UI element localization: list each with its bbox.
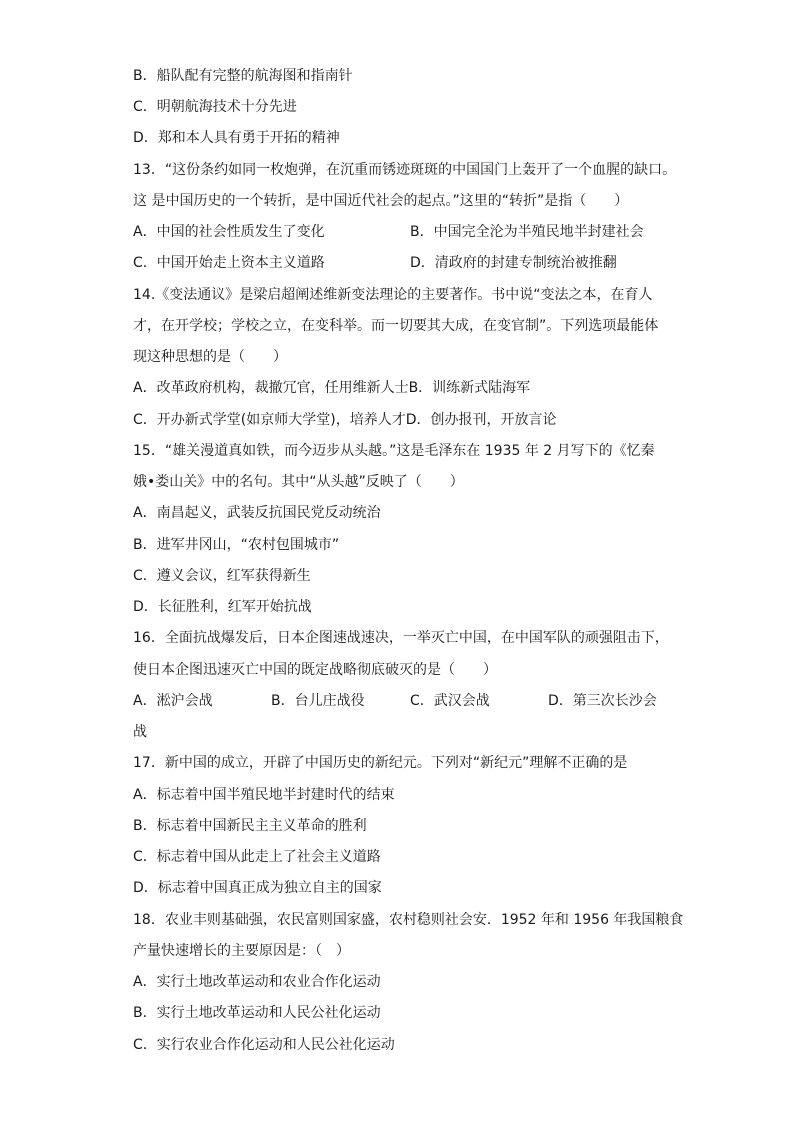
q13-stem-line2: 这 是中国历史的一个转折，是中国近代社会的起点。”这里的“转折”是指（ ） (133, 193, 629, 209)
q15-option-a: A．南昌起义，武装反抗国民党反动统治 (133, 505, 381, 521)
q16-option-d: D．第三次长沙会 (548, 693, 657, 709)
q13-option-a: A．中国的社会性质发生了变化 (133, 224, 325, 240)
q16-stem-line2: 使日本企图迅速灭亡中国的既定战略彻底破灭的是（ ） (133, 662, 497, 678)
q16-option-b: B．台儿庄战役 (271, 693, 365, 709)
q16-option-c: C．武汉会战 (410, 693, 490, 709)
q14-stem-line3: 现这种思想的是（ ） (133, 349, 287, 365)
q18-stem-line1: 18．农业丰则基础强，农民富则国家盛，农村稳则社会安．1952 年和 1956 年我国粮食 (133, 912, 684, 928)
q14-stem-line1: 14.《变法通议》是梁启超阐述维新变法理论的主要著作。书中说“变法之本，在育人 (133, 287, 653, 303)
q18-option-b: B．实行土地改革运动和人民公社化运动 (133, 1005, 381, 1021)
q18-option-a: A．实行土地改革运动和农业合作化运动 (133, 974, 381, 990)
q12-option-d: D．郑和本人具有勇于开拓的精神 (133, 130, 340, 146)
q12-option-c: C．明朝航海技术十分先进 (133, 99, 297, 115)
q15-option-b: B．进军井冈山，“农村包围城市” (133, 537, 340, 553)
q15-stem-line1: 15．“雄关漫道真如铁，而今迈步从头越。”这是毛泽东在 1935 年 2 月写下的《忆秦 (133, 443, 655, 459)
q15-option-c: C．遵义会议，红军获得新生 (133, 568, 311, 584)
q16-option-d-wrap: 战 (133, 724, 147, 740)
q17-option-d: D．标志着中国真正成为独立自主的国家 (133, 880, 382, 896)
q12-option-b: B．船队配有完整的航海图和指南针 (133, 68, 353, 84)
q17-option-b: B．标志着中国新民主主义革命的胜利 (133, 818, 367, 834)
q13-stem-line1: 13．“这份条约如同一枚炮弹，在沉重而锈迹斑斑的中国国门上轰开了一个血腥的缺口。 (133, 162, 677, 178)
q17-option-c: C．标志着中国从此走上了社会主义道路 (133, 849, 381, 865)
q17-stem: 17．新中国的成立，开辟了中国历史的新纪元。下列对“新纪元”理解不正确的是 (133, 755, 628, 771)
q18-option-c: C．实行农业合作化运动和人民公社化运动 (133, 1037, 395, 1053)
q18-stem-line2: 产量快速增长的主要原因是：（ ） (133, 943, 350, 959)
q13-option-d: D．清政府的封建专制统治被推翻 (410, 255, 617, 271)
q14-stem-line2: 才，在开学校；学校之立，在变科举。而一切要其大成，在变官制”。下列选项最能体 (133, 318, 659, 334)
q16-option-a: A．淞沪会战 (133, 693, 213, 709)
q17-option-a: A．标志着中国半殖民地半封建时代的结束 (133, 787, 395, 803)
q15-stem-line2: 娥•娄山关》中的名句。其中“从头越”反映了（ ） (133, 474, 464, 490)
q13-option-c: C．中国开始走上资本主义道路 (133, 255, 325, 271)
q14-options-ab: A．改革政府机构，裁撤冗官，任用维新人士B．训练新式陆海军 (133, 380, 531, 396)
q13-option-b: B．中国完全沦为半殖民地半封建社会 (410, 224, 644, 240)
q16-stem-line1: 16．全面抗战爆发后，日本企图速战速决，一举灭亡中国，在中国军队的顽强阻击下， (133, 630, 669, 646)
q15-option-d: D．长征胜利，红军开始抗战 (133, 599, 312, 615)
q14-options-cd: C．开办新式学堂(如京师大学堂)，培养人才D．创办报刊，开放言论 (133, 412, 557, 428)
